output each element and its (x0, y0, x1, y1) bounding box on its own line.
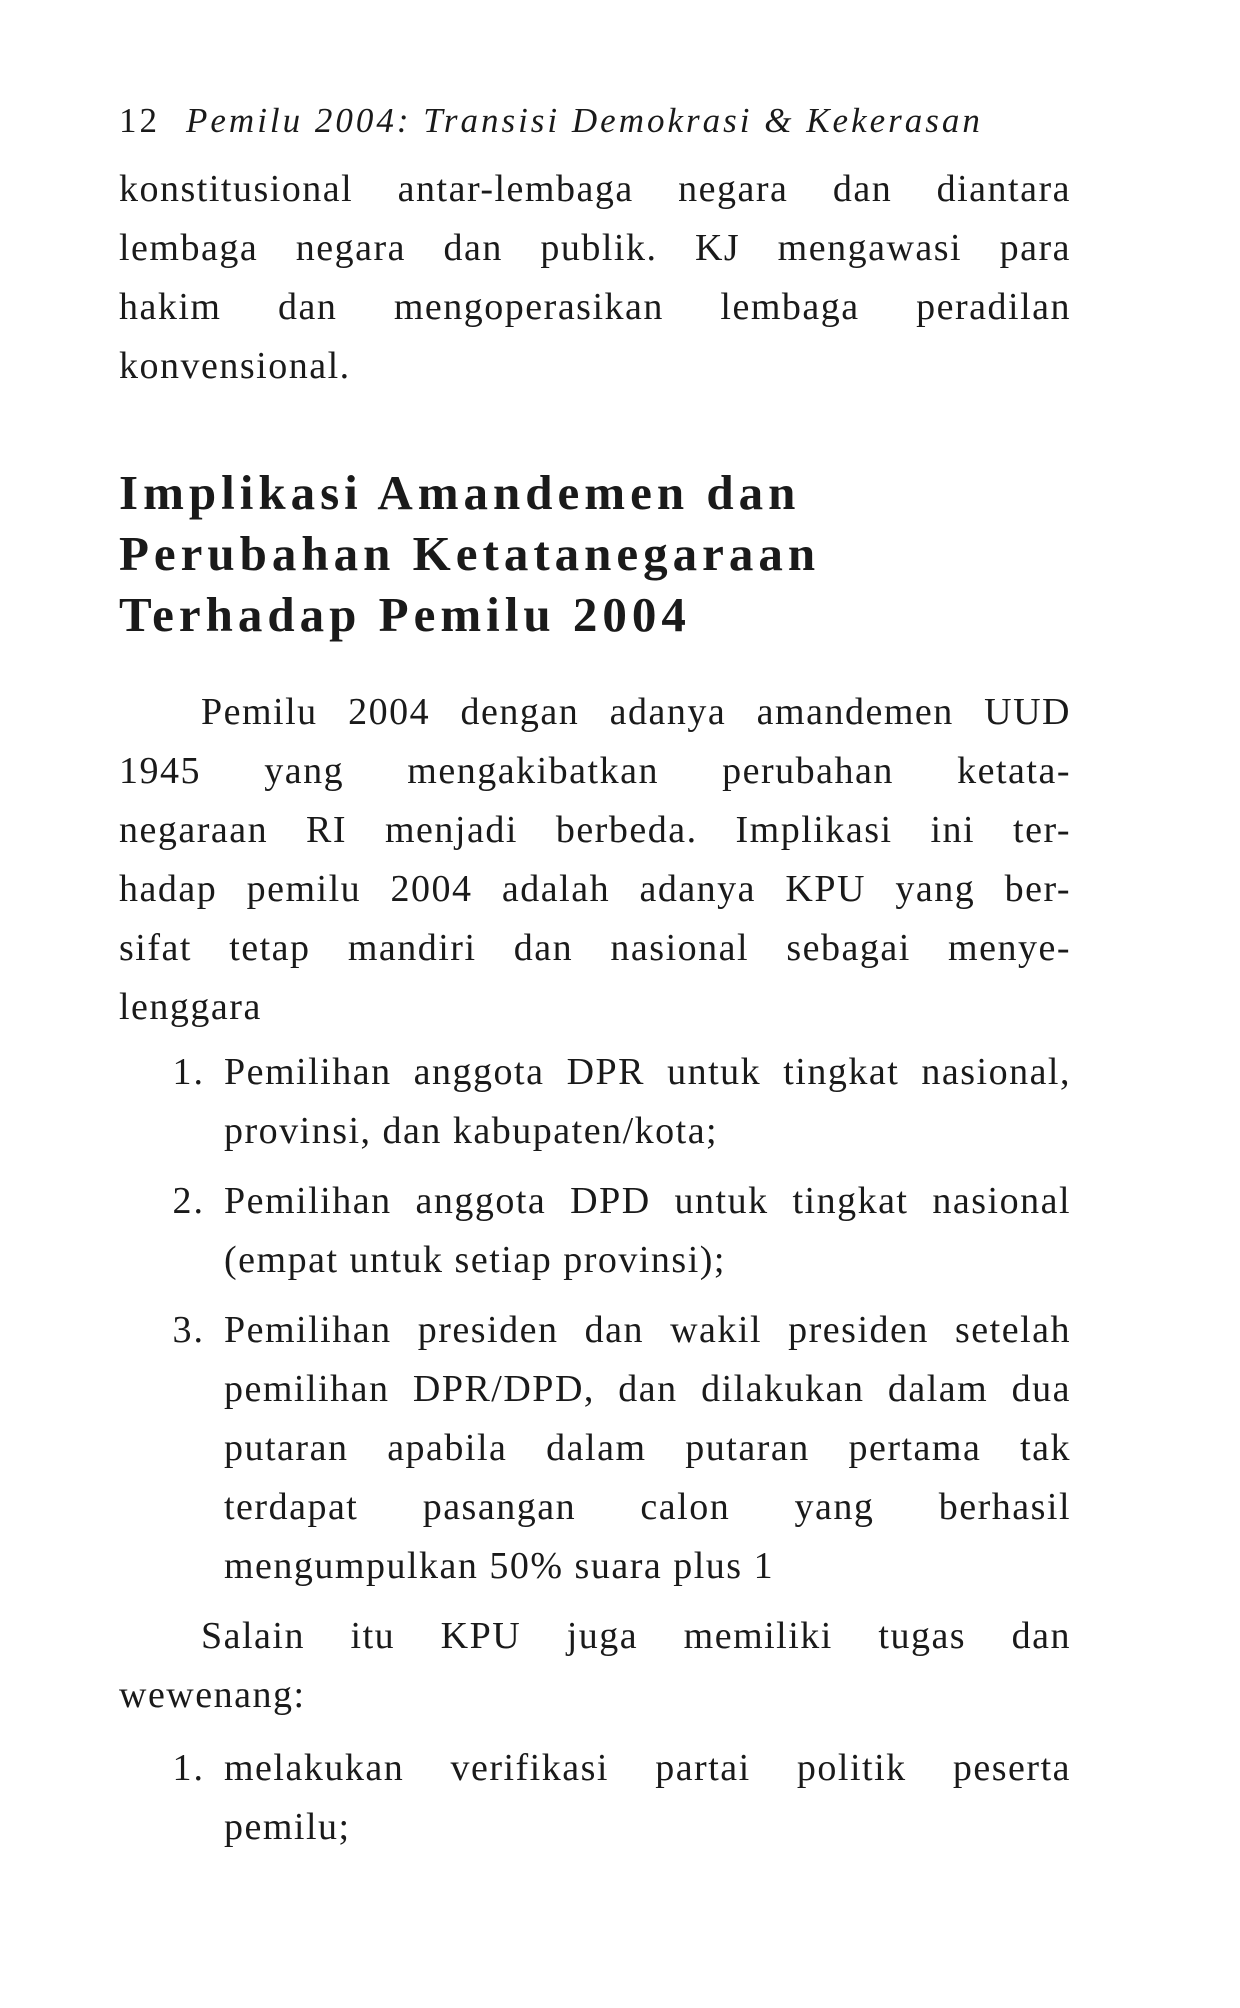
text-line: lenggara (119, 986, 262, 1028)
list-item (119, 1172, 1071, 1290)
text-line: Pemilihan anggota DPD untuk tingkat nasional (224, 1180, 1071, 1222)
book-title: Pemilu 2004: Transisi Demokrasi & Kekerasan (186, 101, 983, 140)
text-line: putaran apabila dalam putaran pertama tak (224, 1427, 1071, 1469)
book-page (119, 96, 1071, 1868)
running-header (119, 96, 1071, 146)
list-item (119, 1301, 1071, 1596)
list-item (119, 1739, 1071, 1857)
list-number: 1. (172, 1051, 205, 1093)
list-item-text (205, 1172, 1071, 1290)
text-line: hakim dan mengoperasikan lembaga peradilan (119, 286, 1071, 328)
kpu-duties-list (119, 1739, 1071, 1857)
body-paragraph-2 (119, 1607, 1071, 1725)
heading-line: Implikasi Amandemen dan (119, 465, 801, 520)
text-line: hadap pemilu 2004 adalah adanya KPU yang ber- (119, 868, 1071, 910)
list-item (119, 1043, 1071, 1161)
text-line: konvensional. (119, 345, 351, 387)
text-line: Salain itu KPU juga memiliki tugas dan (201, 1615, 1071, 1657)
text-line: negaraan RI menjadi berbeda. Implikasi ini ter- (119, 809, 1071, 851)
text-line: pemilihan DPR/DPD, dan dilakukan dalam dua (224, 1368, 1071, 1410)
text-line: pemilu; (224, 1806, 351, 1848)
intro-paragraph (119, 160, 1071, 396)
text-line: lembaga negara dan publik. KJ mengawasi para (119, 227, 1071, 269)
heading-line: Terhadap Pemilu 2004 (119, 587, 691, 642)
text-line: Pemilu 2004 dengan adanya amandemen UUD (201, 691, 1071, 733)
text-line: terdapat pasangan calon yang berhasil (224, 1486, 1071, 1528)
text-line: Pemilihan presiden dan wakil presiden setelah (224, 1309, 1071, 1351)
text-line: wewenang: (119, 1674, 306, 1716)
section-heading (119, 462, 1071, 645)
body-paragraph-1 (119, 683, 1071, 1037)
list-number: 2. (172, 1180, 205, 1222)
list-item-text (205, 1739, 1071, 1857)
election-list (119, 1043, 1071, 1596)
list-number: 1. (172, 1747, 205, 1789)
list-number: 3. (172, 1309, 205, 1351)
list-item-text (205, 1043, 1071, 1161)
text-line: melakukan verifikasi partai politik peserta (224, 1747, 1071, 1789)
text-line: provinsi, dan kabupaten/kota; (224, 1110, 719, 1152)
heading-line: Perubahan Ketatanegaraan (119, 526, 821, 581)
text-line: sifat tetap mandiri dan nasional sebagai menye- (119, 927, 1071, 969)
text-line: (empat untuk setiap provinsi); (224, 1239, 726, 1281)
text-line: Pemilihan anggota DPR untuk tingkat nasional, (224, 1051, 1071, 1093)
list-item-text (205, 1301, 1071, 1596)
text-line: mengumpulkan 50% suara plus 1 (224, 1545, 775, 1587)
text-line: konstitusional antar-lembaga negara dan diantara (119, 168, 1071, 210)
page-number: 12 (119, 101, 160, 140)
text-line: 1945 yang mengakibatkan perubahan ketata- (119, 750, 1071, 792)
